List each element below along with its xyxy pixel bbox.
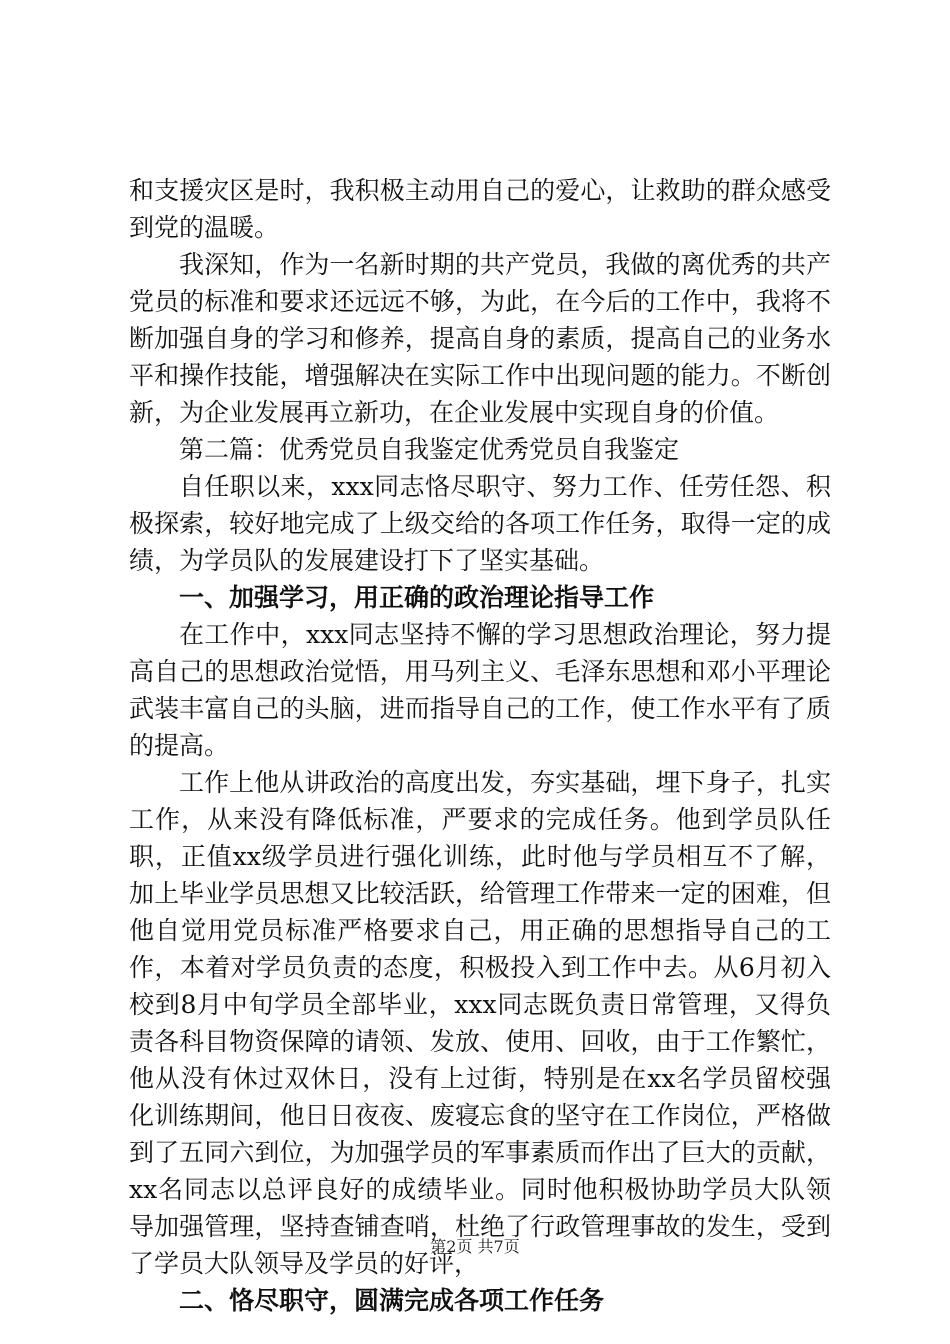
section-heading: 一、加强学习，用正确的政治理论指导工作 (179, 583, 655, 612)
paragraph: 和支援灾区是时，我积极主动用自己的爱心，让救助的群众感受到党的温暖。 (129, 176, 831, 242)
section-heading: 二、恪尽职守，圆满完成各项工作任务 (179, 1286, 605, 1315)
section-title: 第二篇：优秀党员自我鉴定优秀党员自我鉴定 (179, 435, 680, 464)
paragraph: 我深知，作为一名新时期的共产党员，我做的离优秀的共产党员的标准和要求还远远不够，为此，在今后的工作中，我将不断加强自身的学习和修养，提高自身的素质，提高自己的业务水平和操作技能，增强解决在实际工作中出现问题的能力。不断创新，为企业发展再立新功，在企业发展中实现自身的价值。 (129, 250, 831, 427)
paragraph: 自任职以来，xxx同志恪尽职守、努力工作、任劳任怨、积极探索，较好地完成了上级交给的各项工作任务，取得一定的成绩，为学员队的发展建设打下了坚实基础。 (129, 472, 831, 575)
paragraph: 工作上他从讲政治的高度出发，夯实基础，埋下身子，扎实工作，从来没有降低标准，严要求的完成任务。他到学员队任职，正值xx级学员进行强化训练，此时他与学员相互不了解，加上毕业学员思想又比较活跃，给管理工作带来一定的困难，但他自觉用党员标准严格要求自己，用正确的思想指导自己的工作，本着对学员负责的态度，积极投入到工作中去。从6月初入校到8月中旬学员全部毕业，xxx同志既负责日常管理，又得负责各科目物资保障的请领、发放、使用、回收，由于工作繁忙，他从没有休过双休日，没有上过街，特别是在xx名学员留校强化训练期间，他日日夜夜、废寝忘食的坚守在工作岗位，严格做到了五同六到位，为加强学员的军事素质而作出了巨大的贡献，xx名同志以总评良好的成绩毕业。同时他积极协助学员大队领导加强管理，坚持查铺查哨，杜绝了行政管理事故的发生，受到了学员大队领导及学员的好评， (129, 768, 831, 1278)
paragraph: 在工作中，xxx同志坚持不懈的学习思想政治理论，努力提高自己的思想政治觉悟，用马列主义、毛泽东思想和邓小平理论武装丰富自己的头脑，进而指导自己的工作，使工作水平有了质的提高。 (129, 620, 831, 760)
document-body (129, 172, 831, 1319)
page-footer: 第2页 共7页 (430, 1237, 520, 1256)
